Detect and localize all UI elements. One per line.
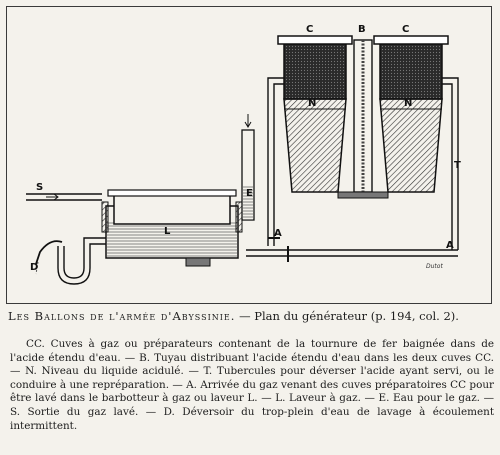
label-t: T bbox=[454, 160, 461, 171]
exit-pipe-s bbox=[26, 194, 102, 200]
label-b: B bbox=[358, 24, 366, 35]
label-d: D bbox=[30, 262, 39, 273]
generator-plan-figure bbox=[6, 6, 492, 304]
figure-legend bbox=[10, 338, 494, 433]
label-n-right: N bbox=[404, 98, 413, 109]
label-n-left: N bbox=[308, 98, 317, 109]
overflow-d bbox=[36, 238, 106, 284]
water-tube-e bbox=[242, 114, 254, 220]
label-a-right: A bbox=[446, 240, 454, 251]
engraver-signature: Dutot bbox=[426, 263, 443, 270]
left-vat bbox=[278, 36, 352, 192]
label-c-right: C bbox=[402, 24, 410, 35]
caption-text: — Plan du générateur (p. 194, col. 2). bbox=[235, 309, 459, 323]
figure-caption bbox=[8, 309, 494, 324]
label-a-left: A bbox=[274, 228, 282, 239]
caption-title: Les Ballons de l'armée d'Abyssinie. bbox=[8, 309, 236, 323]
right-vat bbox=[374, 36, 448, 192]
label-e: E bbox=[246, 188, 253, 199]
label-l: L bbox=[164, 226, 171, 237]
legend-text: CC. Cuves à gaz ou préparateurs contenant de la tournure de fer baignée dans de l'acide étendu d'eau. — B. Tuyau distribuant l'acide étendu d'eau dans les deux cuves CC. — N. Niveau du liquide acidulé. — T. Tubercules pour déverser l'acide ayant servi, ou le conduire à une repréparation. — A. Arrivée du gaz venant des cuves préparatoires CC pour être lavé dans le barbotteur à gaz ou laveur L. — L. Laveur à gaz. — E. Eau pour le gaz. — S. Sortie du gaz lavé. — D. Déversoir du trop-plein d'eau de lavage à écoulement intermittent. bbox=[10, 338, 494, 432]
label-s: S bbox=[36, 182, 44, 193]
label-c-left: C bbox=[306, 24, 314, 35]
washer-l bbox=[102, 190, 242, 266]
